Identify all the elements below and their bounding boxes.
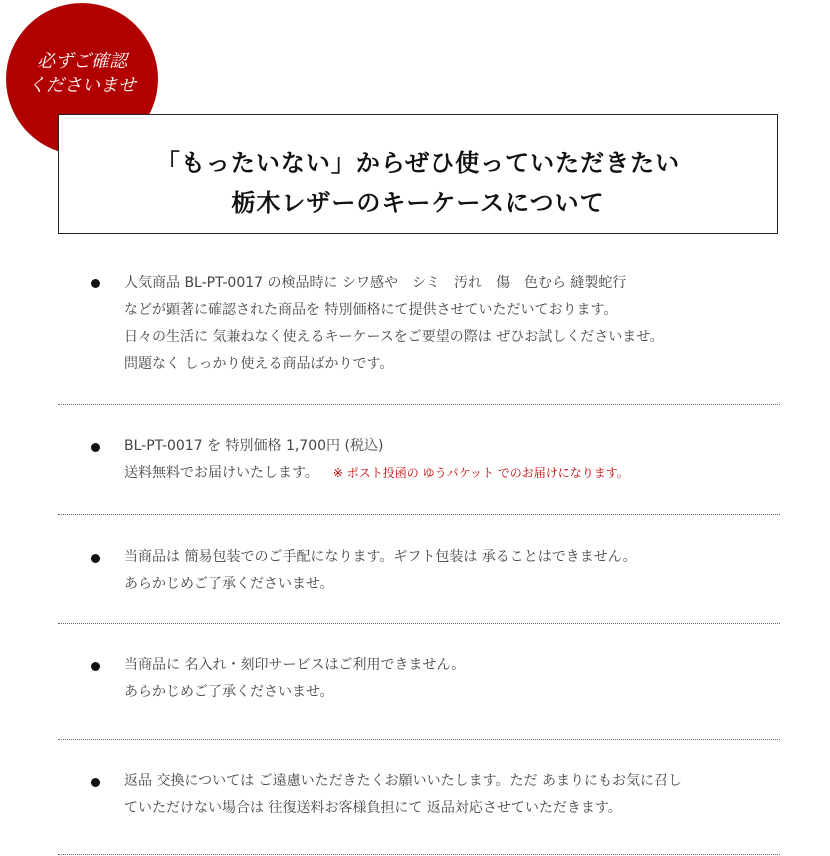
text-line: 返品 交換については ご遠慮いただきたくお願いいたします。ただ あまりにもお気に召し — [124, 773, 682, 789]
notice-section-price — [58, 432, 780, 515]
text-line: あらかじめご了承くださいませ。 — [124, 684, 334, 700]
section-text — [124, 433, 629, 487]
text-line: 当商品は 簡易包装でのご手配になります。ギフト包装は 承ることはできません。 — [124, 549, 637, 565]
notice-badge-line-2: くださいませ — [28, 75, 136, 96]
bullet-icon — [91, 443, 100, 452]
notice-section-engraving — [58, 652, 780, 740]
bullet-icon — [91, 778, 100, 787]
text-line: 問題なく しっかり使える商品ばかりです。 — [124, 356, 394, 372]
notice-section-packaging — [58, 543, 780, 624]
bullet-icon — [91, 662, 100, 671]
text-line: 人気商品 BL-PT-0017 の検品時に シワ感や シミ 汚れ 傷 色むら 縫製蛇行 — [124, 275, 627, 291]
text-line — [124, 460, 629, 487]
page-title-line-1: 「もったいない」からぜひ使っていただきたい — [155, 149, 681, 177]
bullet-icon — [91, 279, 100, 288]
notice-badge-line-1: 必ずご確認 — [37, 51, 127, 72]
page-title-line-2: 栃木レザーのキーケースについて — [231, 189, 605, 217]
section-text — [124, 768, 682, 822]
text-line: などが顕著に確認された商品を 特別価格にて提供させていただいております。 — [124, 302, 618, 318]
section-text — [124, 544, 637, 598]
text-line: あらかじめご了承くださいませ。 — [124, 576, 334, 592]
notice-section-defects — [58, 268, 780, 405]
text-line: 当商品に 名入れ・刻印サービスはご利用できません。 — [124, 657, 466, 673]
section-text — [124, 652, 465, 706]
bullet-icon — [91, 554, 100, 563]
notice-badge-text — [6, 50, 158, 98]
section-text — [124, 270, 664, 378]
notice-section-returns — [58, 768, 780, 855]
shipping-text: 送料無料でお届けいたします。 — [124, 465, 319, 481]
title-box — [58, 114, 778, 234]
delivery-note: ※ ポスト投函の ゆうパケット でのお届けになります。 — [332, 466, 629, 480]
text-line: 日々の生活に 気兼ねなく使えるキーケースをご要望の際は ぜひお試しくださいませ。 — [124, 329, 664, 345]
text-line: ていただけない場合は 往復送料お客様負担にて 返品対応させていただきます。 — [124, 800, 622, 816]
text-line: BL-PT-0017 を 特別価格 1,700円 (税込) — [124, 438, 384, 454]
